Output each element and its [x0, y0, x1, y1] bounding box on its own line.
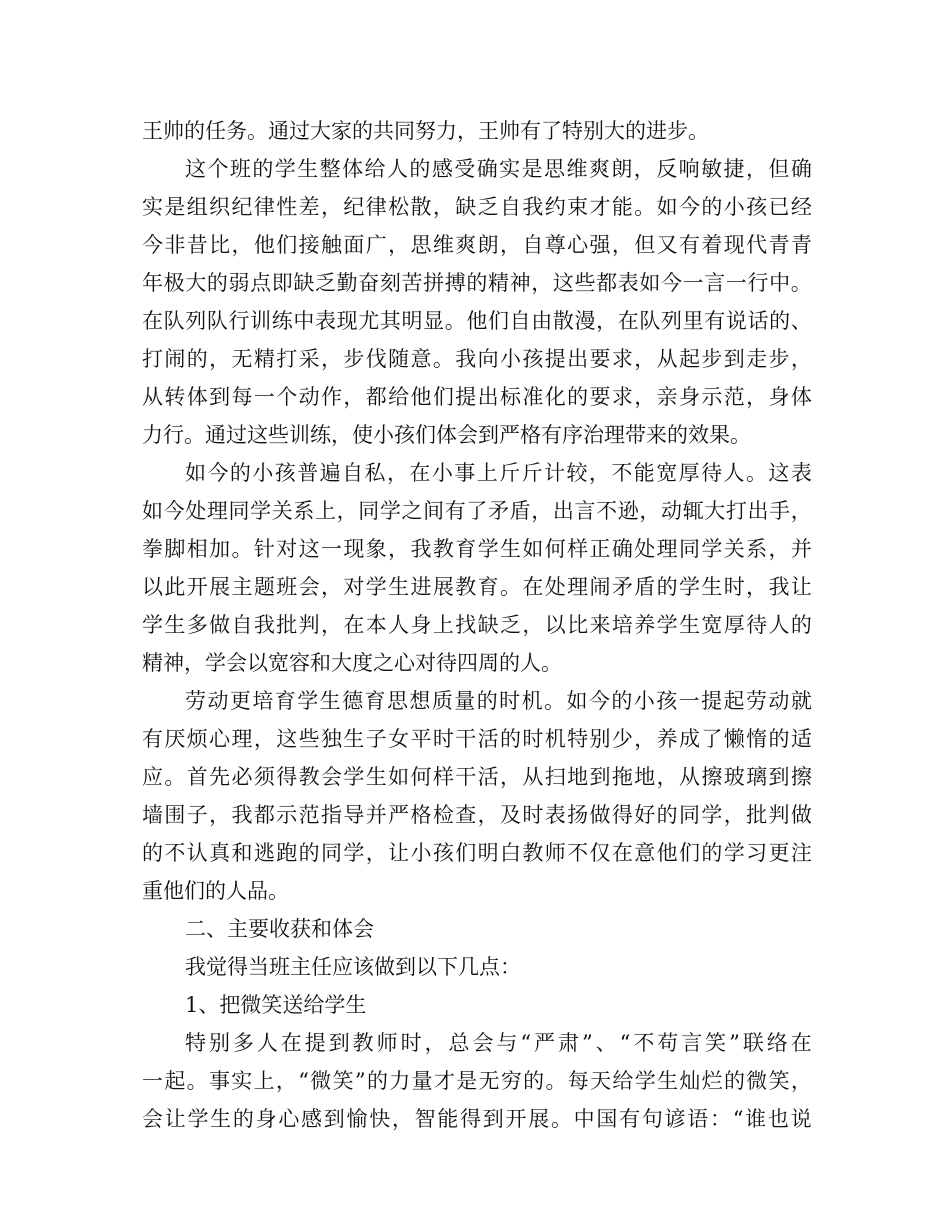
text-line: 拳 脚 相 加 。 针 对 这 一 现 象 ， 我 教 育 学 生 如 何 样 正 确 处 理 同 学 关 系 ， 并: [142, 537, 812, 561]
text-line: 在 队 列 队 行 训 练 中 表 现 尤 其 明 显 。 他 们 自 由 散 漫 ， 在 队 列 里 有 说 话 的 、: [142, 309, 812, 333]
text-line: 我觉得当班主任应该做到以下几点：: [185, 955, 521, 979]
text-line: 1、把微笑送给学生: [185, 993, 367, 1017]
text-line: 二、主要收获和体会: [185, 917, 374, 941]
text-line: 实 是 组 织 纪 律 性 差 ， 纪 律 松 散 ， 缺 乏 自 我 约 束 才 能 。 如 今 的 小 孩 已 经: [142, 195, 812, 219]
text-line: 一 起 。 事 实 上 ， “ 微 笑 ” 的 力 量 才 是 无 穷 的 。 每 天 给 学 生 灿 烂 的 微 笑 ，: [142, 1069, 812, 1093]
text-line: 年 极 大 的 弱 点 即 缺 乏 勤 奋 刻 苦 拼 搏 的 精 神 ， 这 些 都 表 如 今 一 言 一 行 中 。: [142, 271, 812, 295]
text-line: 打 闹 的 ， 无 精 打 采 ， 步 伐 随 意 。 我 向 小 孩 提 出 要 求 ， 从 起 步 到 走 步 ，: [142, 347, 812, 371]
text-line: 墙 围 子 ， 我 都 示 范 指 导 并 严 格 检 查 ， 及 时 表 扬 做 得 好 的 同 学 ， 批 判 做: [142, 803, 812, 827]
text-line: 的 不 认 真 和 逃 跑 的 同 学 ， 让 小 孩 们 明 白 教 师 不 仅 在 意 他 们 的 学 习 更 注: [142, 841, 812, 865]
text-line: 特 别 多 人 在 提 到 教 师 时 ， 总 会 与 “ 严 肃 ” 、 “ 不 苟 言 笑 ” 联 络 在: [185, 1031, 812, 1055]
document-body: [142, 112, 812, 1138]
text-line: 从 转 体 到 每 一 个 动 作 ， 都 给 他 们 提 出 标 准 化 的 要 求 ， 亲 身 示 范 ， 身 体: [142, 385, 812, 409]
text-line: 今 非 昔 比 ， 他 们 接 触 面 广 ， 思 维 爽 朗 ， 自 尊 心 强 ， 但 又 有 着 现 代 青 青: [142, 233, 812, 257]
text-line: 有 厌 烦 心 理 ， 这 些 独 生 子 女 平 时 干 活 的 时 机 特 别 少 ， 养 成 了 懒 惰 的 适: [142, 727, 812, 751]
text-line: 精神，学会以宽容和大度之心对待四周的人。: [142, 651, 562, 675]
text-line: 这 个 班 的 学 生 整 体 给 人 的 感 受 确 实 是 思 维 爽 朗 ， 反 响 敏 捷 ， 但 确: [185, 157, 812, 181]
text-line: 重他们的人品。: [142, 879, 289, 903]
text-line: 会 让 学 生 的 身 心 感 到 愉 快 ， 智 能 得 到 开 展 。 中 国 有 句 谚 语 ： “ 谁 也 说: [142, 1107, 812, 1131]
text-line: 应 。 首 先 必 须 得 教 会 学 生 如 何 样 干 活 ， 从 扫 地 到 拖 地 ， 从 擦 玻 璃 到 擦: [142, 765, 812, 789]
text-line: 以 此 开 展 主 题 班 会 ， 对 学 生 进 展 教 育 。 在 处 理 闹 矛 盾 的 学 生 时 ， 我 让: [142, 575, 812, 599]
text-line: 劳 动 更 培 育 学 生 德 育 思 想 质 量 的 时 机 。 如 今 的 小 孩 一 提 起 劳 动 就: [185, 689, 812, 713]
text-line: 如 今 处 理 同 学 关 系 上 ， 同 学 之 间 有 了 矛 盾 ， 出 言 不 逊 ， 动 辄 大 打 出 手 ，: [142, 499, 812, 523]
text-line: 如 今 的 小 孩 普 遍 自 私 ， 在 小 事 上 斤 斤 计 较 ， 不 能 宽 厚 待 人 。 这 表: [185, 461, 812, 485]
text-line: 学 生 多 做 自 我 批 判 ， 在 本 人 身 上 找 缺 乏 ， 以 比 来 培 养 学 生 宽 厚 待 人 的: [142, 613, 812, 637]
text-line: 王帅的任务。通过大家的共同努力，王帅有了特别大的进步。: [142, 119, 709, 143]
text-line: 力行。通过这些训练，使小孩们体会到严格有序治理带来的效果。: [142, 423, 751, 447]
